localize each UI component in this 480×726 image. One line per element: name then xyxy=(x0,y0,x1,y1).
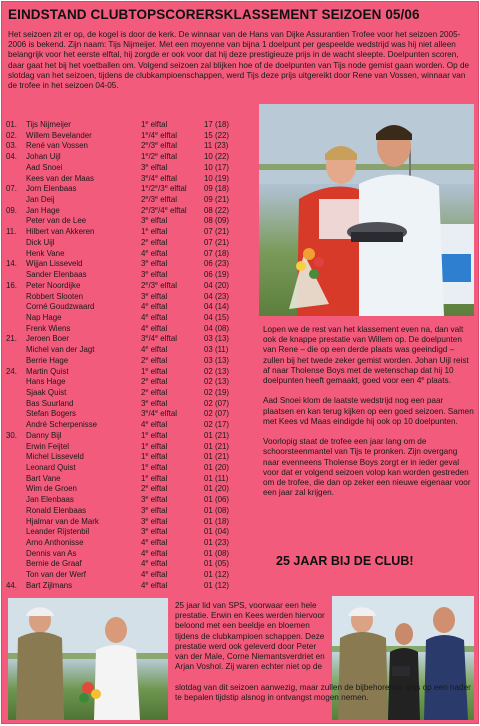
player-team: 3e elftal xyxy=(141,495,168,505)
player-name: Michel van der Jagt xyxy=(26,345,95,355)
player-name: Kees van der Maas xyxy=(26,173,94,183)
ordinal-suffix: e xyxy=(164,184,168,191)
player-team: 3e elftal xyxy=(141,291,168,301)
ordinal-suffix: e xyxy=(145,580,149,587)
ordinal-suffix: e xyxy=(145,323,149,330)
ordinal-suffix: e xyxy=(145,141,149,148)
ordinal-suffix: e xyxy=(145,516,149,523)
ranking-row xyxy=(6,527,254,538)
player-team: 1e elftal xyxy=(141,227,168,237)
ordinal-suffix: e xyxy=(155,141,159,148)
award-photo-illustration xyxy=(259,104,474,316)
player-team: 1e elftal xyxy=(141,430,168,440)
ordinal-suffix: e xyxy=(145,452,149,459)
ranking-row xyxy=(6,559,254,570)
player-name: Dick Uijl xyxy=(26,237,55,247)
player-team: 1e elftal xyxy=(141,441,168,451)
player-team: 2e elftal xyxy=(141,377,168,387)
player-name: Hjalmar van de Mark xyxy=(26,516,99,526)
ordinal-suffix: e xyxy=(145,538,149,545)
goals-and-matches: 04 (20) xyxy=(204,280,230,290)
player-name: Jan Hage xyxy=(26,205,60,215)
ordinal-suffix: e xyxy=(145,505,149,512)
ranking-row xyxy=(6,570,254,581)
player-team: 3e elftal xyxy=(141,527,168,537)
ranking-row xyxy=(6,334,254,345)
ranking-row xyxy=(6,281,254,292)
ranking-row xyxy=(6,174,254,185)
goals-and-matches: 01 (12) xyxy=(204,580,230,590)
ranking-position: 14. xyxy=(6,259,17,269)
ranking-position: 24. xyxy=(6,366,17,376)
goals-and-matches: 02 (19) xyxy=(204,387,230,397)
ordinal-suffix: e xyxy=(145,227,149,234)
ranking-row xyxy=(6,495,254,506)
player-name: Peter Noordijke xyxy=(26,280,81,290)
player-team: 2e/3e elftal xyxy=(141,280,177,290)
player-name: Michel Lisseveld xyxy=(26,452,84,462)
player-name: Hilbert van Akkeren xyxy=(26,227,95,237)
goals-and-matches: 09 (18) xyxy=(204,184,230,194)
player-team: 1e/2e/3e elftal xyxy=(141,184,187,194)
player-name: Wijjan Lisseveld xyxy=(26,259,83,269)
ranking-row xyxy=(6,324,254,335)
ordinal-suffix: e xyxy=(145,387,149,394)
ordinal-suffix: e xyxy=(145,184,149,191)
goals-and-matches: 01 (12) xyxy=(204,570,230,580)
goals-and-matches: 07 (18) xyxy=(204,248,230,258)
summary-paragraph-1-end: plaats. xyxy=(424,376,451,386)
player-name: Sjaak Quist xyxy=(26,387,67,397)
ordinal-suffix: e xyxy=(145,173,149,180)
player-name: André Scherpenisse xyxy=(26,420,98,430)
player-team: 3e/4e elftal xyxy=(141,334,177,344)
ordinal-suffix: e xyxy=(145,366,149,373)
intro-text: Het seizoen zit er op, de kogel is door de kerk. De winnaar van de Hans van Dijke Assurantien Trofee voor het seizoen 2005-2006 is bekend. Zijn naam: Tijs Nijmeijer. Met een moyenne van bijna 1 doelpunt per gespeelde wedstrijd was hij niet alleen belangrijk voor het eerste elftal, hij zorgde er ook voor dat hij deze prestigieuze prijs in de wacht sleepte. Doelpunten scoren, daar gaat het bij het voetballen om. Volgend seizoen zal blijken hoe of de doelpunten van Tijs node gemist gaan worden. Op de slotdag van het seizoen, tijdens de clubkampioenschappen, werd Tijs deze prijs uitgereikt door Rene van Vossen, winnaar van de trofee in het seizoen 04-05. xyxy=(8,30,470,91)
ordinal-suffix: e xyxy=(145,570,149,577)
player-name: Frenk Wiens xyxy=(26,323,71,333)
ranking-row xyxy=(6,484,254,495)
ranking-position: 16. xyxy=(6,280,17,290)
player-name: Hans Hage xyxy=(26,377,66,387)
player-name: Bart Zijlmans xyxy=(26,580,73,590)
ordinal-suffix: e xyxy=(155,334,159,341)
player-team: 2e elftal xyxy=(141,355,168,365)
ordinal-suffix: e xyxy=(145,291,149,298)
ordinal-suffix: e xyxy=(145,120,149,126)
player-name: Ronald Elenbaas xyxy=(26,505,87,515)
ordinal-suffix: e xyxy=(145,355,149,362)
player-team: 4e elftal xyxy=(141,559,168,569)
ordinal-suffix: e xyxy=(145,345,149,352)
player-name: Arno Anthonisse xyxy=(26,538,84,548)
ordinal-suffix: e xyxy=(145,237,149,244)
goals-and-matches: 01 (20) xyxy=(204,484,230,494)
ranking-row xyxy=(6,345,254,356)
goals-and-matches: 10 (17) xyxy=(204,162,230,172)
ordinal-suffix: e xyxy=(145,205,149,212)
player-name: Johan Uijl xyxy=(26,152,61,162)
player-team: 1e elftal xyxy=(141,463,168,472)
player-team: 1e elftal xyxy=(141,452,168,462)
ranking-position: 11. xyxy=(6,227,17,237)
goals-and-matches: 06 (23) xyxy=(204,259,230,269)
goals-and-matches: 15 (22) xyxy=(204,130,230,140)
ordinal-suffix: e xyxy=(145,484,149,491)
player-team: 2e/3e/4e elftal xyxy=(141,205,187,215)
goals-and-matches: 02 (07) xyxy=(204,398,230,408)
player-team: 3e elftal xyxy=(141,216,168,226)
ordinal-suffix: e xyxy=(145,420,149,427)
player-team: 1e/4e elftal xyxy=(141,130,177,140)
ranking-position: 30. xyxy=(6,430,17,440)
player-team: 1e elftal xyxy=(141,120,168,129)
goals-and-matches: 07 (21) xyxy=(204,237,230,247)
goals-and-matches: 03 (13) xyxy=(204,355,230,365)
player-team: 1e elftal xyxy=(141,473,168,483)
player-team: 4e elftal xyxy=(141,302,168,312)
ordinal-suffix: e xyxy=(145,463,149,469)
goals-and-matches: 04 (14) xyxy=(204,302,230,312)
ranking-row xyxy=(6,517,254,528)
player-team: 1e elftal xyxy=(141,366,168,376)
player-name: Erwin Feijtel xyxy=(26,441,69,451)
ordinal-suffix: e xyxy=(145,334,149,341)
player-name: Robbert Slooten xyxy=(26,291,84,301)
goals-and-matches: 03 (11) xyxy=(204,345,229,355)
player-team: 4e elftal xyxy=(141,420,168,430)
player-team: 3e/4e elftal xyxy=(141,409,177,419)
goals-and-matches: 01 (08) xyxy=(204,548,230,558)
ordinal-suffix: e xyxy=(145,559,149,566)
ordinal-suffix: e xyxy=(145,441,149,448)
summary-paragraph-3: Voorlopig staat de trofee een jaar lang om de schoorsteenmantel van Tijs te pronken. Zijn overgang naar evenneens Tholense Boys zorgt er in ieder geval voor dat er volgend seizoen volop kan worden gestreden om de trofee, die dan op zeker een nieuwe eigenaar voor een jaar zal krijgen. xyxy=(263,437,471,498)
ranking-row xyxy=(6,302,254,313)
player-name: Leander Rijstenbil xyxy=(26,527,90,537)
goals-and-matches: 02 (13) xyxy=(204,377,230,387)
goals-and-matches: 04 (23) xyxy=(204,291,230,301)
ordinal-suffix: e xyxy=(145,548,149,555)
ordinal-suffix: e xyxy=(145,302,149,309)
player-team: 3e/4e elftal xyxy=(141,173,177,183)
ranking-position: 02. xyxy=(6,130,17,140)
ranking-row xyxy=(6,313,254,324)
player-name: Peter van de Lee xyxy=(26,216,87,226)
player-name: Henk Vane xyxy=(26,248,65,258)
ordinal-suffix: e xyxy=(145,152,149,159)
player-team: 4e elftal xyxy=(141,538,168,548)
page-title: EINDSTAND CLUBTOPSCORERSKLASSEMENT SEIZOEN 05/06 xyxy=(8,7,420,22)
goals-and-matches: 02 (07) xyxy=(204,409,230,419)
summary-paragraph-1-text: Lopen we de rest van het klassement even na, dan valt ook de knappe prestatie van Willem op. De doelpunten van Rene – die op een derde plaats was geeindigd – zullen bij het twede zeker gemist worden. Johan Uijl reist af naar Tholense Boys met de wetenschap dat hij 10 doelpunten heeft gemaakt, goed voor een 4 xyxy=(263,325,469,386)
ranking-row xyxy=(6,581,254,592)
player-name: René van Vossen xyxy=(26,141,88,151)
player-name: Tijs Nijmeijer xyxy=(26,120,71,129)
ranking-row xyxy=(6,377,254,388)
goals-and-matches: 01 (04) xyxy=(204,527,230,537)
ranking-position: 21. xyxy=(6,334,17,344)
goals-and-matches: 11 (23) xyxy=(204,141,229,151)
ordinal-suffix: e xyxy=(145,195,149,202)
goals-and-matches: 10 (22) xyxy=(204,152,230,162)
player-team: 4e elftal xyxy=(141,345,168,355)
player-name: Ton van der Werf xyxy=(26,570,86,580)
ranking-row xyxy=(6,442,254,453)
ranking-position: 07. xyxy=(6,184,17,194)
ordinal-suffix: e xyxy=(145,216,149,223)
player-team: 3e elftal xyxy=(141,270,168,280)
ordinal-suffix: e xyxy=(145,398,149,405)
goals-and-matches: 07 (21) xyxy=(204,227,230,237)
ranking-row xyxy=(6,163,254,174)
summary-paragraph-1 xyxy=(263,325,475,386)
ordinal-suffix: e xyxy=(155,173,159,180)
ranking-row xyxy=(6,227,254,238)
goals-and-matches: 01 (21) xyxy=(204,452,230,462)
player-name: Danny Bijl xyxy=(26,430,62,440)
intro-paragraph xyxy=(8,30,474,91)
player-name: Martin Quist xyxy=(26,366,69,376)
player-team: 3e elftal xyxy=(141,398,168,408)
ordinal-suffix: e xyxy=(145,130,149,137)
ordinal-suffix: e xyxy=(145,377,149,384)
ranking-row xyxy=(6,120,254,131)
ranking-row xyxy=(6,259,254,270)
player-name: Jeroen Boer xyxy=(26,334,69,344)
ranking-row xyxy=(6,388,254,399)
ranking-row xyxy=(6,292,254,303)
player-name: Dennis van As xyxy=(26,548,77,558)
ranking-row xyxy=(6,409,254,420)
anniversary-text xyxy=(175,601,330,672)
player-name: Jan Deij xyxy=(26,195,55,205)
player-team: 2e elftal xyxy=(141,387,168,397)
ranking-row xyxy=(6,474,254,485)
ranking-row xyxy=(6,506,254,517)
anniversary-paragraph: 25 jaar lid van SPS, voorwaar een hele prestatie. Erwin en Kees werden hiervoor beloond met een beeldje en bloemen tijdens de clubkampioen schappen. Deze prestatie werd ook geleverd door Peter van der Male, Corne Niemantsverdriet en Arjan Voshol. Zij waren echter niet op de xyxy=(175,601,325,672)
summary-paragraph-2: Aad Snoei klom de laatste wedstrijd nog een paar plaatsen en kan terug kijken op een goed seizoen. Samen met Kees vd Maas eindigde hij ook op 10 doelpunten. xyxy=(263,396,474,426)
goals-and-matches: 02 (13) xyxy=(204,366,230,376)
ranking-row xyxy=(6,367,254,378)
player-team: 3e elftal xyxy=(141,259,168,269)
ordinal-suffix: e xyxy=(155,195,159,202)
goals-and-matches: 01 (20) xyxy=(204,463,230,472)
ordinal-suffix: e xyxy=(145,270,149,277)
ordinal-suffix: e xyxy=(155,152,159,159)
superscript: e xyxy=(421,376,425,383)
ordinal-suffix: e xyxy=(145,162,149,169)
goals-and-matches: 01 (06) xyxy=(204,495,230,505)
player-team: 2e/3e elftal xyxy=(141,141,177,151)
goals-and-matches: 02 (17) xyxy=(204,420,230,430)
player-team: 4e elftal xyxy=(141,312,168,322)
player-name: Nap Hage xyxy=(26,312,62,322)
goals-and-matches: 03 (13) xyxy=(204,334,230,344)
ranking-row xyxy=(6,152,254,163)
player-team: 4e elftal xyxy=(141,248,168,258)
player-name: Sander Elenbaas xyxy=(26,270,87,280)
ordinal-suffix: e xyxy=(155,184,159,191)
player-team: 4e elftal xyxy=(141,323,168,333)
goals-and-matches: 01 (08) xyxy=(204,505,230,515)
ranking-row xyxy=(6,420,254,431)
ordinal-suffix: e xyxy=(145,527,149,534)
player-name: Jan Elenbaas xyxy=(26,495,74,505)
ordinal-suffix: e xyxy=(164,205,168,212)
ordinal-suffix: e xyxy=(145,430,149,437)
player-team: 1e/2e elftal xyxy=(141,152,177,162)
ranking-position: 04. xyxy=(6,152,17,162)
ranking-row xyxy=(6,141,254,152)
player-team: 2e elftal xyxy=(141,237,168,247)
ordinal-suffix: e xyxy=(155,409,159,416)
player-name: Jorn Elenbaas xyxy=(26,184,77,194)
goals-and-matches: 01 (11) xyxy=(204,473,229,483)
goals-and-matches: 08 (22) xyxy=(204,205,230,215)
player-name: Bernie de Graaf xyxy=(26,559,82,569)
ordinal-suffix: e xyxy=(145,248,149,255)
ordinal-suffix: e xyxy=(145,280,149,287)
ranking-list xyxy=(6,120,254,592)
ordinal-suffix: e xyxy=(155,205,159,212)
ranking-position: 44. xyxy=(6,580,17,590)
ranking-position: 01. xyxy=(6,120,17,129)
ranking-row xyxy=(6,238,254,249)
ordinal-suffix: e xyxy=(155,130,159,137)
ranking-row xyxy=(6,206,254,217)
ranking-position: 03. xyxy=(6,141,17,151)
section-heading: 25 JAAR BIJ DE CLUB! xyxy=(276,554,414,568)
ranking-row xyxy=(6,549,254,560)
goals-and-matches: 01 (23) xyxy=(204,538,230,548)
ranking-row xyxy=(6,249,254,260)
player-name: Aad Snoei xyxy=(26,162,63,172)
player-name: Bas Suurland xyxy=(26,398,74,408)
goals-and-matches: 06 (19) xyxy=(204,270,230,280)
goals-and-matches: 17 (18) xyxy=(204,120,230,129)
ordinal-suffix: e xyxy=(145,312,149,319)
ranking-row xyxy=(6,195,254,206)
goals-and-matches: 08 (09) xyxy=(204,216,230,226)
ordinal-suffix: e xyxy=(155,280,159,287)
anniversary-text-continued: slotdag van dit seizoen aanwezig, maar zullen de bijbehorende prijs op een nader te bepalen tijdstip alsnog in ontvangst mogen nemen. xyxy=(175,683,471,703)
ranking-position: 09. xyxy=(6,205,17,215)
summary-text xyxy=(263,325,475,509)
player-name: Corné Goudzwaard xyxy=(26,302,95,312)
player-team: 3e elftal xyxy=(141,505,168,515)
player-name: Wim de Groen xyxy=(26,484,77,494)
player-name: Bart Vane xyxy=(26,473,61,483)
ranking-row xyxy=(6,131,254,142)
goals-and-matches: 01 (21) xyxy=(204,430,230,440)
ranking-row xyxy=(6,538,254,549)
ordinal-suffix: e xyxy=(145,495,149,502)
anniversary-photo-left xyxy=(8,598,168,720)
newsletter-page xyxy=(1,1,479,724)
ranking-row xyxy=(6,356,254,367)
player-name: Stefan Bogers xyxy=(26,409,77,419)
ranking-row xyxy=(6,399,254,410)
player-team: 4e elftal xyxy=(141,580,168,590)
ranking-row xyxy=(6,270,254,281)
award-photo xyxy=(259,104,474,316)
ranking-row xyxy=(6,452,254,463)
goals-and-matches: 10 (19) xyxy=(204,173,230,183)
goals-and-matches: 01 (05) xyxy=(204,559,230,569)
player-team: 3e elftal xyxy=(141,162,168,172)
player-team: 2e elftal xyxy=(141,484,168,494)
player-team: 3e elftal xyxy=(141,516,168,526)
ordinal-suffix: e xyxy=(145,409,149,416)
player-team: 4e elftal xyxy=(141,570,168,580)
goals-and-matches: 04 (15) xyxy=(204,312,230,322)
goals-and-matches: 01 (18) xyxy=(204,516,230,526)
player-name: Berrie Hage xyxy=(26,355,69,365)
goals-and-matches: 01 (21) xyxy=(204,441,230,451)
ranking-row xyxy=(6,184,254,195)
player-team: 4e elftal xyxy=(141,548,168,558)
player-team: 2e/3e elftal xyxy=(141,195,177,205)
goals-and-matches: 04 (08) xyxy=(204,323,230,333)
goals-and-matches: 09 (21) xyxy=(204,195,230,205)
player-name: Willem Bevelander xyxy=(26,130,92,140)
ranking-row xyxy=(6,216,254,227)
ranking-row xyxy=(6,463,254,474)
ordinal-suffix: e xyxy=(145,473,149,480)
ordinal-suffix: e xyxy=(145,259,149,266)
ranking-row xyxy=(6,431,254,442)
player-name: Leonard Quist xyxy=(26,463,76,472)
anniversary-photo-left-illustration xyxy=(8,598,168,720)
